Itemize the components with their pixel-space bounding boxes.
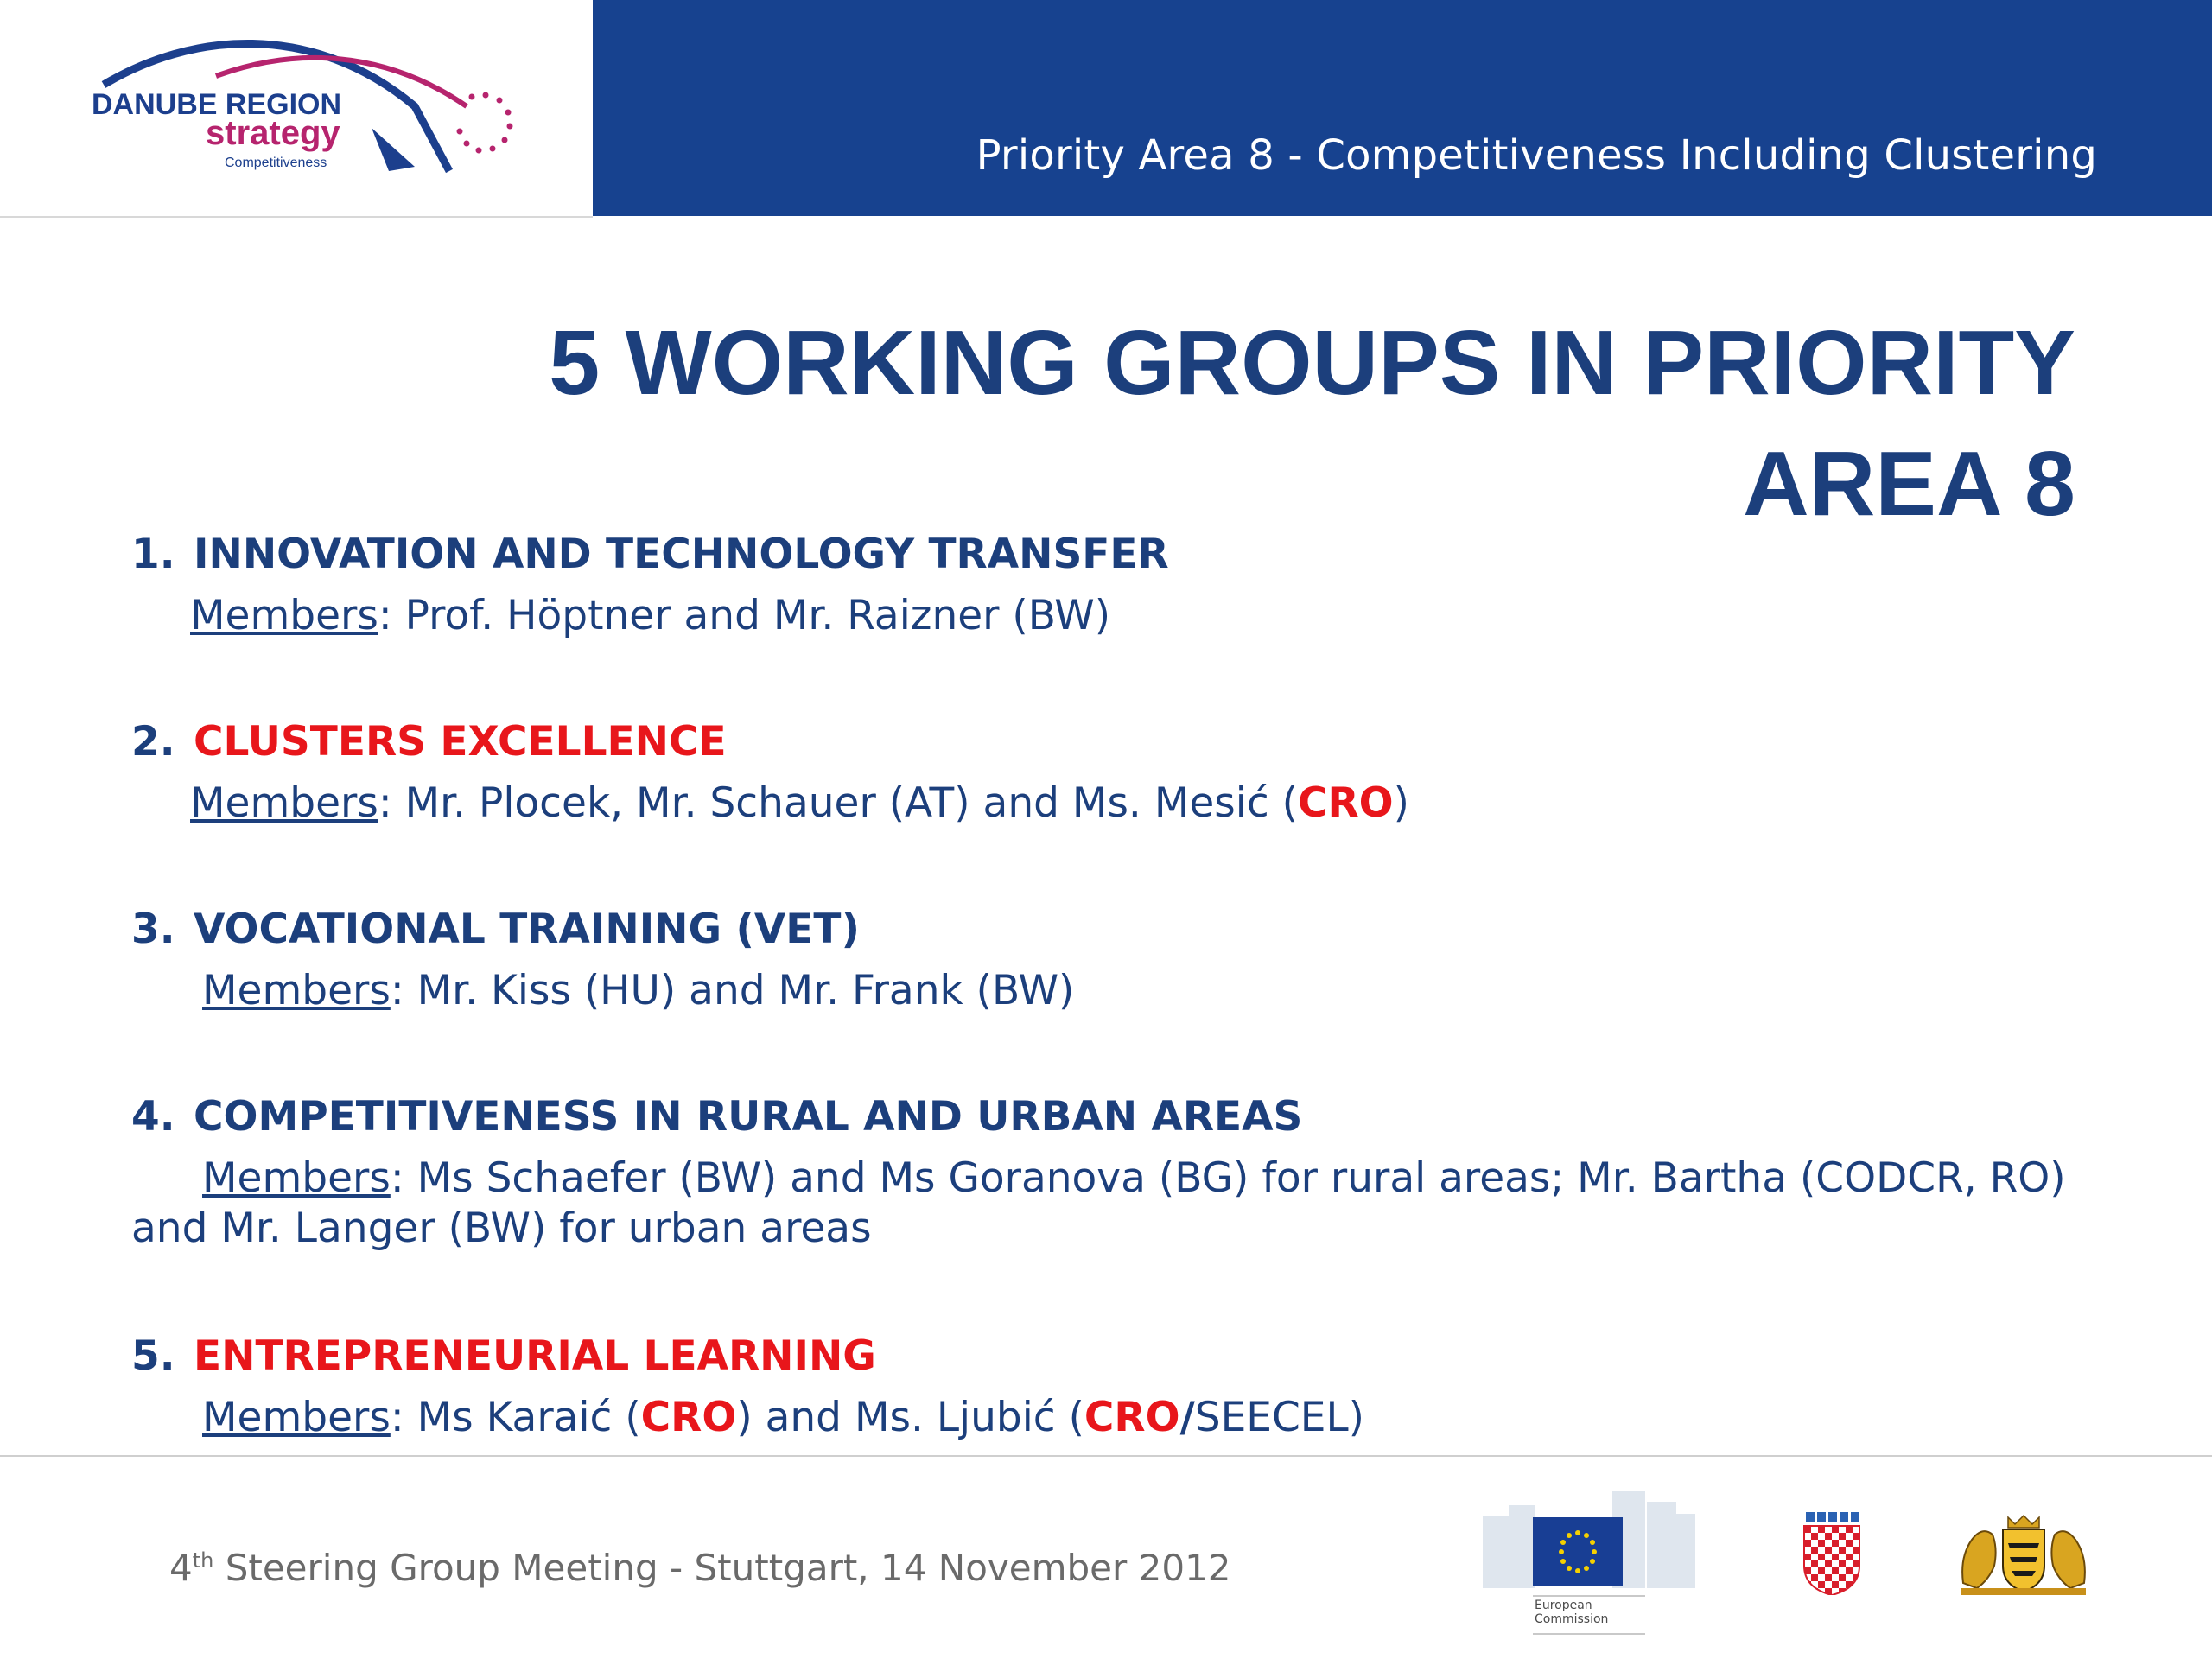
logo-text-competitiveness: Competitiveness: [225, 156, 327, 170]
banner-title: Priority Area 8 - Competitiveness Including Clustering: [976, 131, 2097, 180]
group-title: INNOVATION AND TECHNOLOGY TRANSFER: [194, 531, 1169, 578]
working-group-1: [131, 529, 2101, 641]
members-list: : Mr. Plocek, Mr. Schauer (AT) and Ms. Mesić (: [378, 779, 1298, 827]
group-members: [131, 1154, 2101, 1254]
members-list: : Ms Schaefer (BW) and Ms Goranova (BG) for rural areas; Mr. Bartha (CODCR, RO) and Mr. Langer (BW) for urban areas: [131, 1154, 2066, 1252]
country-highlight: CRO: [640, 1394, 737, 1441]
footer-meeting-text: Steering Group Meeting - Stuttgart, 14 November 2012: [213, 1547, 1231, 1589]
country-highlight: CRO: [1297, 779, 1394, 827]
group-heading: [131, 1091, 2101, 1143]
working-group-4: [131, 1091, 2101, 1254]
group-title: CLUSTERS EXCELLENCE: [194, 718, 727, 766]
baden-wuerttemberg-coat-of-arms-icon: [1955, 1514, 2093, 1597]
footer-ordinal-suffix: th: [192, 1548, 214, 1573]
ec-caption: [1535, 1599, 1608, 1626]
members-label: Members: [202, 1394, 391, 1441]
group-number: 4.: [131, 1093, 175, 1141]
group-heading: [131, 716, 2101, 768]
group-heading: [131, 1331, 2101, 1382]
members-label: Members: [202, 1154, 391, 1202]
members-label: Members: [202, 967, 391, 1014]
group-number: 5.: [131, 1332, 175, 1380]
country-highlight: CRO: [1084, 1394, 1180, 1441]
members-list-end: SEECEL): [1194, 1394, 1364, 1441]
members-list: : Prof. Höptner and Mr. Raizner (BW): [378, 592, 1111, 639]
group-members: [131, 591, 2101, 641]
footer-meeting-info: [169, 1547, 1231, 1589]
group-title: COMPETITIVENESS IN RURAL AND URBAN AREAS: [194, 1093, 1303, 1141]
group-heading: [131, 529, 2101, 581]
members-label: Members: [190, 592, 378, 639]
group-members: [131, 966, 2101, 1016]
danube-region-logo: [86, 24, 518, 197]
members-list: : Ms Karaić (: [390, 1394, 641, 1441]
group-heading: [131, 904, 2101, 956]
members-list: : Mr. Kiss (HU) and Mr. Frank (BW): [390, 967, 1075, 1014]
footer-ordinal-number: 4: [169, 1547, 193, 1589]
group-number: 2.: [131, 718, 175, 766]
slide-title-line1: 5 WORKING GROUPS IN PRIORITY: [549, 312, 2075, 414]
slide-title-line2: AREA 8: [1743, 433, 2075, 535]
group-title: ENTREPRENEURIAL LEARNING: [194, 1332, 876, 1380]
working-group-5: [131, 1331, 2101, 1443]
ec-caption-line2: Commission: [1535, 1612, 1609, 1626]
members-slash: /: [1179, 1394, 1195, 1441]
group-number: 3.: [131, 906, 175, 953]
group-members: [131, 779, 2101, 829]
croatia-coat-of-arms-icon: [1801, 1512, 1863, 1595]
group-members: [131, 1393, 2101, 1443]
logo-text-danube-region: DANUBE REGION: [92, 88, 342, 121]
logo-text-strategy: strategy: [206, 114, 340, 152]
header-logo-area: [0, 0, 593, 218]
ec-caption-line1: European: [1535, 1599, 1592, 1612]
footer-divider: [0, 1455, 2212, 1457]
members-label: Members: [190, 779, 378, 827]
working-group-2: [131, 716, 2101, 829]
members-list-end: ): [1393, 779, 1409, 827]
working-group-3: [131, 904, 2101, 1016]
group-number: 1.: [131, 531, 175, 578]
slide-title: [261, 302, 2075, 544]
group-title: VOCATIONAL TRAINING (VET): [194, 906, 860, 953]
members-list-middle: ) and Ms. Ljubić (: [736, 1394, 1084, 1441]
header-banner: [593, 0, 2212, 216]
